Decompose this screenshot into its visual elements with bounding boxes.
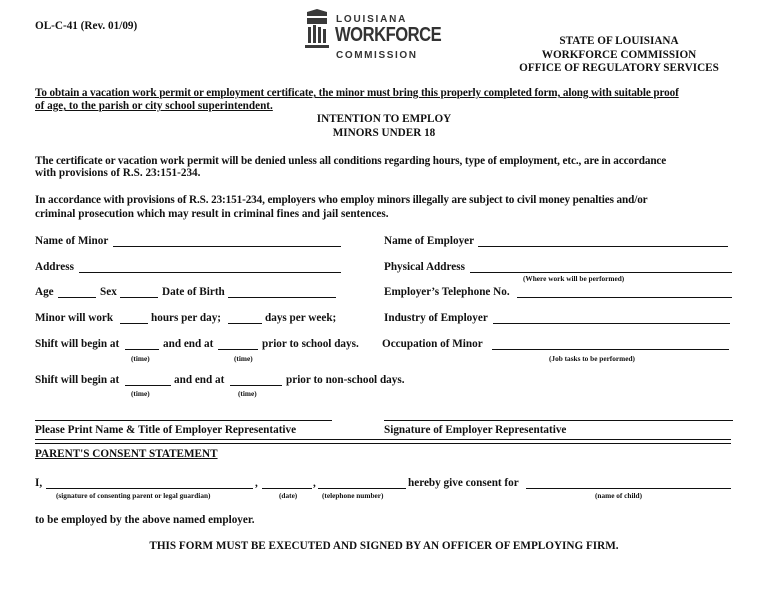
logo-line-2: WORKFORCE xyxy=(335,24,442,46)
employer-phone-label: Employer’s Telephone No. xyxy=(384,286,510,298)
title-line-1: INTENTION TO EMPLOY xyxy=(316,113,452,125)
notice-2-line-1: In accordance with provisions of R.S. 23:151-234, employers who employ minors illegally are subject to civil money penalties and/or xyxy=(35,194,648,206)
logo-line-3: COMMISSION xyxy=(336,50,418,61)
signature-field[interactable] xyxy=(384,420,733,421)
section-divider xyxy=(35,439,731,444)
title-line-2: MINORS UNDER 18 xyxy=(332,126,436,139)
dob-label: Date of Birth xyxy=(162,286,225,298)
occupation-label: Occupation of Minor xyxy=(382,338,483,350)
consent-phone-field[interactable] xyxy=(318,488,406,489)
age-field[interactable] xyxy=(58,297,96,298)
address-label: Address xyxy=(35,261,74,273)
hours-per-day-field[interactable] xyxy=(120,323,148,324)
days-per-week-label: days per week; xyxy=(265,312,337,324)
age-label: Age xyxy=(35,286,54,298)
prior-nonschool-label: prior to non-school days. xyxy=(286,374,405,386)
physical-address-hint: (Where work will be performed) xyxy=(523,274,625,283)
name-of-minor-label: Name of Minor xyxy=(35,235,109,247)
agency-line-3: OFFICE OF REGULATORY SERVICES xyxy=(519,62,719,74)
school-shift-end-label: and end at xyxy=(163,338,214,350)
occupation-field[interactable] xyxy=(492,349,729,350)
physical-address-field[interactable] xyxy=(470,272,732,273)
hours-per-day-label: hours per day; xyxy=(151,312,222,324)
form-title xyxy=(234,113,534,140)
agency-line-2: WORKFORCE COMMISSION xyxy=(541,48,697,61)
name-of-employer-label: Name of Employer xyxy=(384,235,475,247)
sex-label: Sex xyxy=(100,286,117,298)
industry-field[interactable] xyxy=(493,323,730,324)
parent-signature-field[interactable] xyxy=(46,488,253,489)
employer-phone-field[interactable] xyxy=(517,297,732,298)
nonschool-end-time-hint: (time) xyxy=(238,389,257,398)
school-shift-begin-label: Shift will begin at xyxy=(35,338,120,350)
parent-signature-hint: (signature of consenting parent or legal guardian) xyxy=(56,491,211,500)
date-hint: (date) xyxy=(279,491,298,500)
form-id: OL-C-41 (Rev. 01/09) xyxy=(35,20,138,32)
instruction-line-2: of age, to the parish or city school superintendent. xyxy=(35,100,273,112)
workforce-commission-logo xyxy=(303,9,442,67)
days-per-week-field[interactable] xyxy=(228,323,262,324)
dob-field[interactable] xyxy=(228,297,336,298)
school-end-time-hint: (time) xyxy=(234,354,253,363)
industry-label: Industry of Employer xyxy=(384,312,488,324)
logo-mark-icon xyxy=(303,9,331,49)
footer-statement: THIS FORM MUST BE EXECUTED AND SIGNED BY AN OFFICER OF EMPLOYING FIRM. xyxy=(149,540,619,552)
address-field[interactable] xyxy=(79,272,341,273)
signature-label: Signature of Employer Representative xyxy=(384,424,567,436)
name-of-employer-field[interactable] xyxy=(478,246,728,247)
nonschool-shift-end-label: and end at xyxy=(174,374,225,386)
sex-field[interactable] xyxy=(120,297,158,298)
give-consent-label: hereby give consent for xyxy=(408,477,519,489)
child-name-field[interactable] xyxy=(526,488,731,489)
notice-1-line-1: The certificate or vacation work permit will be denied unless all conditions regarding hours, type of employment, etc., are in accordance xyxy=(35,155,667,167)
employed-by-statement: to be employed by the above named employer. xyxy=(35,514,255,526)
notice-1-line-2: with provisions of R.S. 23:151-234. xyxy=(35,167,201,179)
print-name-field[interactable] xyxy=(35,420,332,421)
notice-2-line-2: criminal prosecution which may result in criminal fines and jail sentences. xyxy=(35,208,389,220)
child-name-hint: (name of child) xyxy=(595,491,643,500)
school-shift-start-field[interactable] xyxy=(125,349,159,350)
print-name-label: Please Print Name & Title of Employer Representative xyxy=(35,424,297,436)
nonschool-start-time-hint: (time) xyxy=(131,389,150,398)
minor-will-work-label: Minor will work xyxy=(35,312,114,324)
nonschool-shift-start-field[interactable] xyxy=(125,385,171,386)
school-start-time-hint: (time) xyxy=(131,354,150,363)
occupation-hint: (Job tasks to be performed) xyxy=(549,354,635,363)
consent-date-field[interactable] xyxy=(262,488,312,489)
physical-address-label: Physical Address xyxy=(384,261,465,273)
name-of-minor-field[interactable] xyxy=(113,246,341,247)
nonschool-shift-begin-label: Shift will begin at xyxy=(35,374,120,386)
prior-school-label: prior to school days. xyxy=(262,338,359,350)
agency-line-1: STATE OF LOUISIANA xyxy=(559,35,679,47)
consent-comma-2: , xyxy=(313,477,316,489)
consent-comma-1: , xyxy=(255,477,258,489)
instruction-line-1: To obtain a vacation work permit or employment certificate, the minor must bring this properly completed form, along with suitable proof xyxy=(35,87,679,99)
nonschool-shift-end-field[interactable] xyxy=(230,385,282,386)
consent-heading: PARENT'S CONSENT STATEMENT xyxy=(35,448,218,460)
logo-line-1: LOUISIANA xyxy=(336,14,408,25)
agency-name xyxy=(500,35,738,76)
phone-hint: (telephone number) xyxy=(322,491,384,500)
consent-i-label: I, xyxy=(35,477,43,489)
school-shift-end-field[interactable] xyxy=(218,349,258,350)
